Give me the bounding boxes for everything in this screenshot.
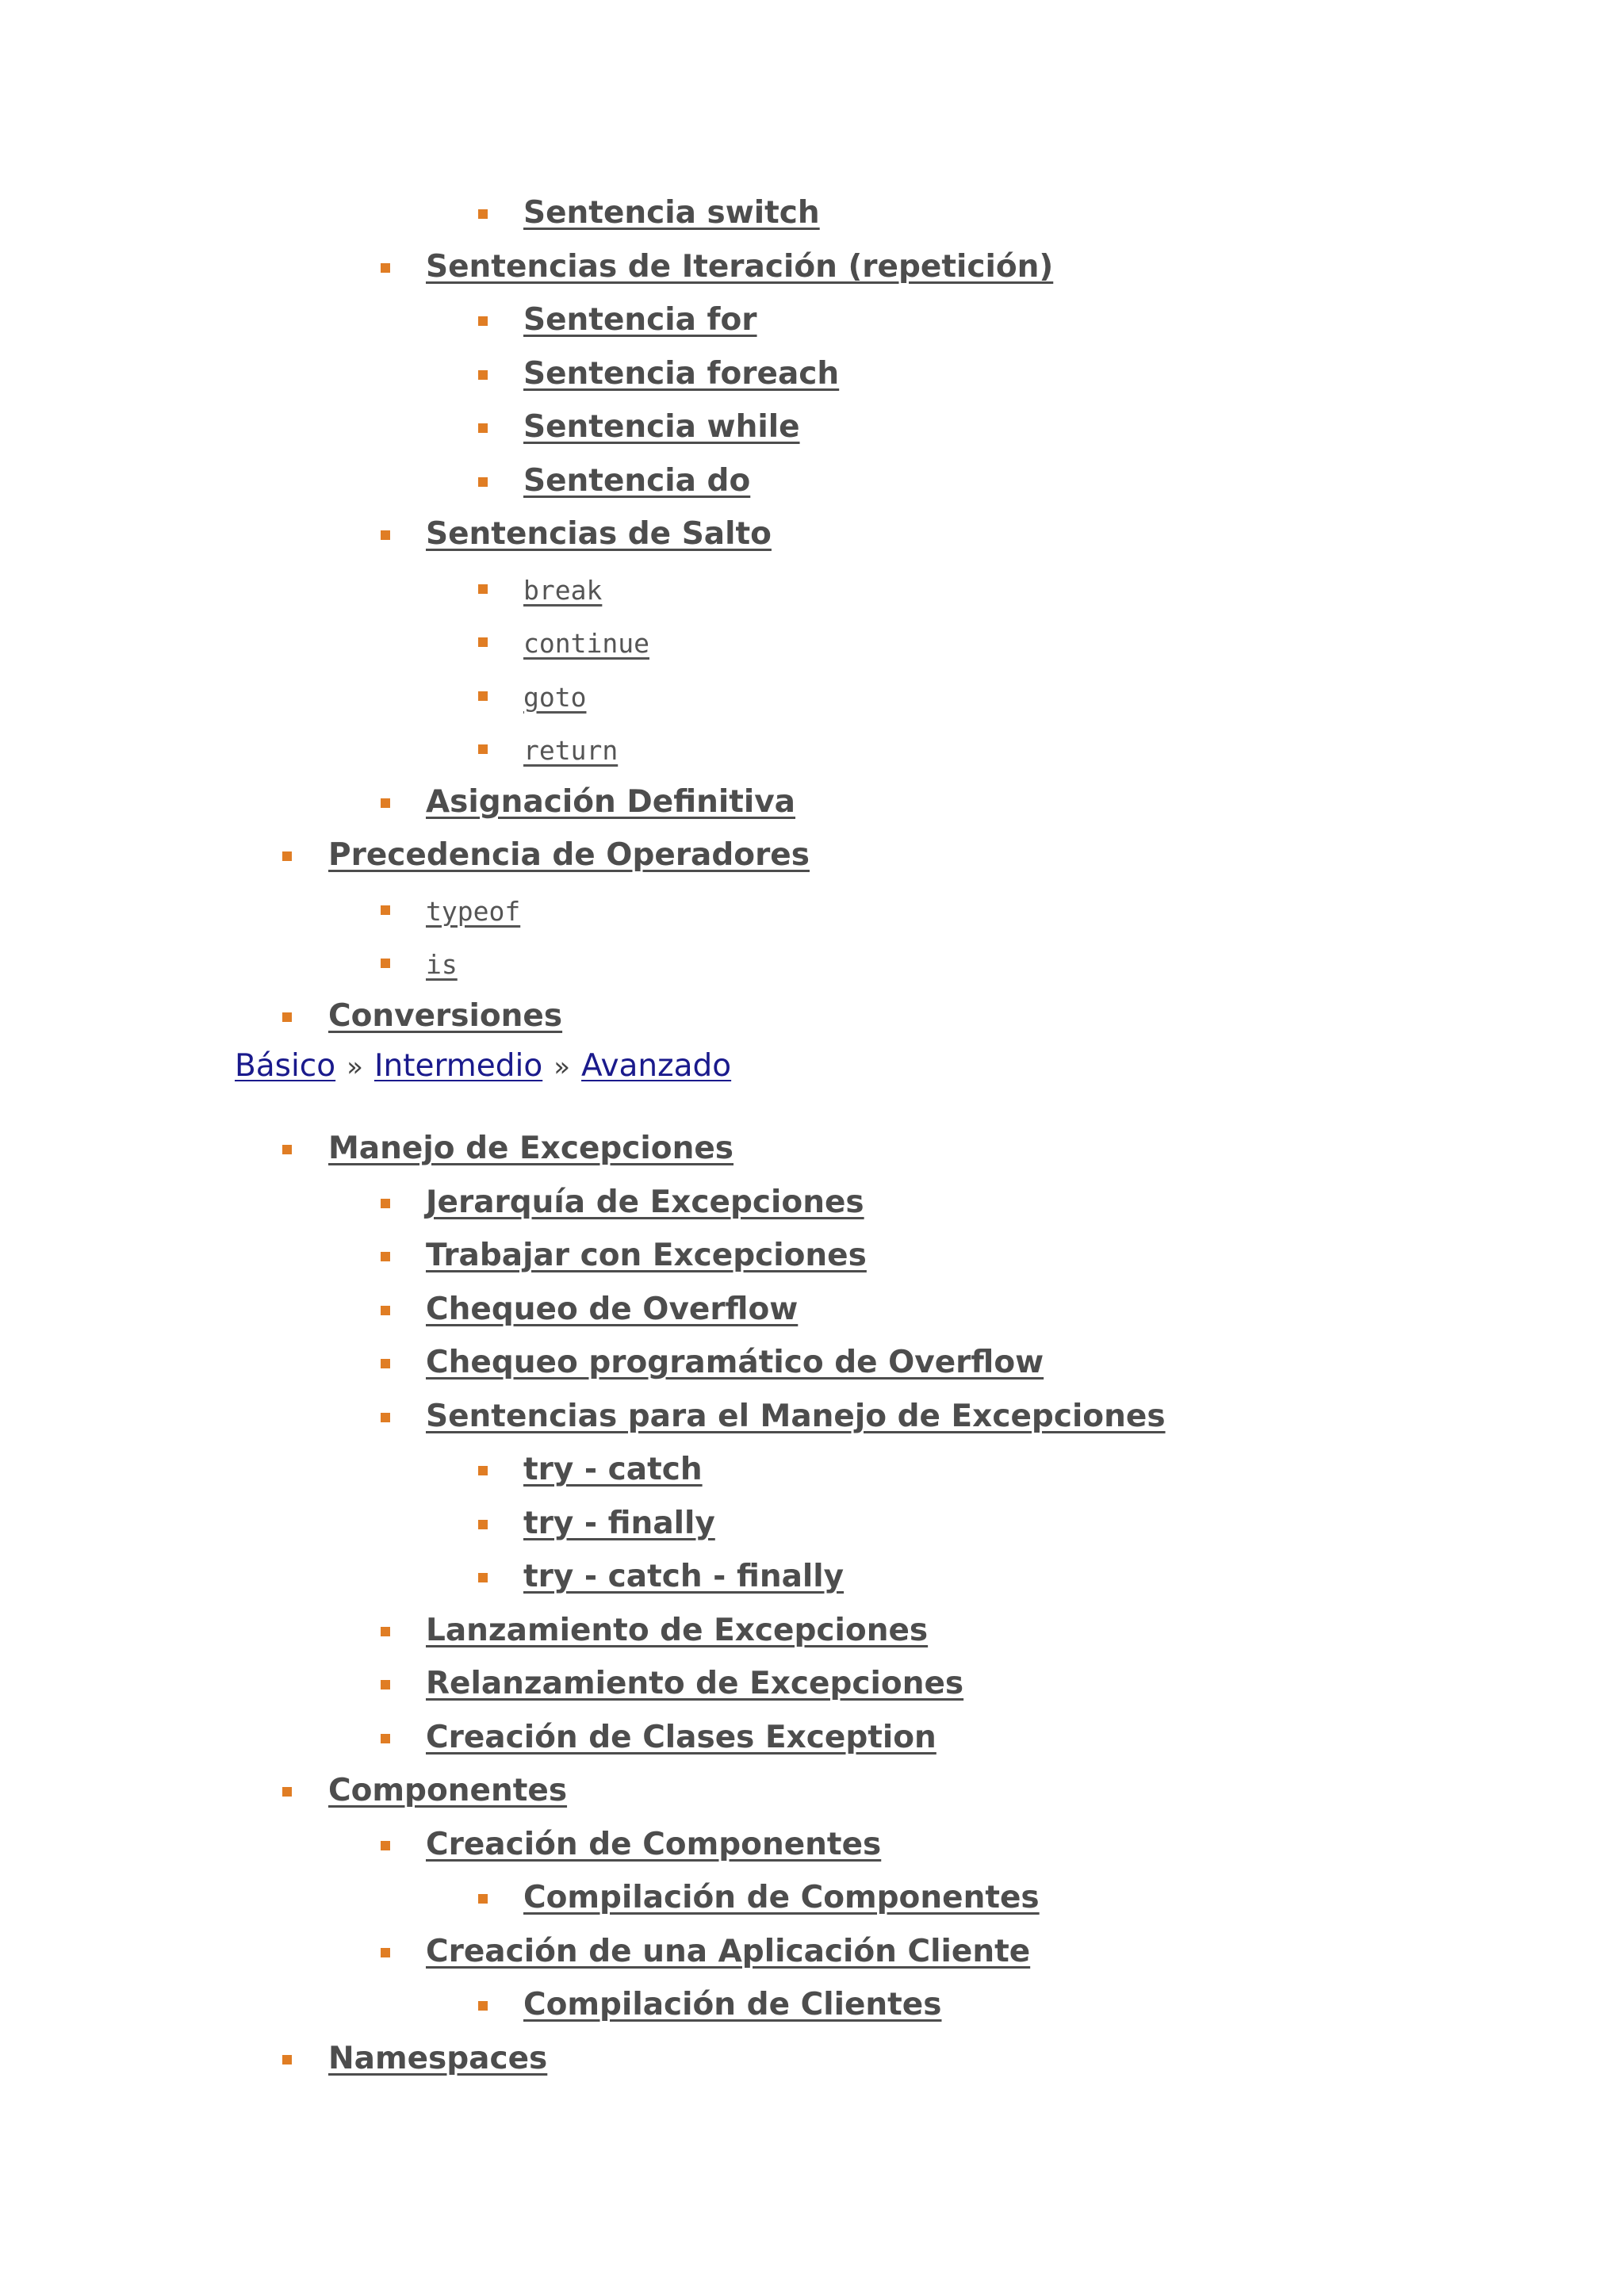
square-bullet-icon [282,851,292,861]
square-bullet-icon [381,959,390,968]
list-item [0,671,1624,725]
toc-link[interactable]: Manejo de Excepciones [328,1131,734,1166]
toc-link[interactable]: Creación de una Aplicación Cliente [426,1933,1031,1969]
square-bullet-icon [282,1787,292,1797]
list-item [0,243,1624,297]
square-bullet-icon [478,2001,488,2011]
toc-link[interactable]: continue [523,628,649,659]
square-bullet-icon [478,1466,488,1475]
toc-link[interactable]: Sentencia do [523,462,751,499]
toc-link[interactable]: Sentencia for [523,302,757,338]
breadcrumb-link-intermedio[interactable]: Intermedio [373,1048,543,1084]
list-item [0,1285,1624,1339]
breadcrumb-link-avanzado[interactable]: Avanzado [581,1048,732,1084]
square-bullet-icon [282,1012,292,1022]
toc-link[interactable]: try - finally [523,1505,715,1541]
breadcrumb-separator: » [347,1051,363,1083]
square-bullet-icon [381,1734,390,1743]
square-bullet-icon [381,905,390,915]
list-item [0,564,1624,618]
list-item [0,1338,1624,1392]
list-item [0,1499,1624,1553]
toc-link[interactable]: return [523,735,619,766]
toc-link[interactable]: try - catch - finally [523,1559,845,1594]
list-item [0,1606,1624,1660]
square-bullet-icon [478,209,488,219]
square-bullet-icon [381,1252,390,1261]
square-bullet-icon [478,370,488,380]
toc-link[interactable]: Conversiones [328,997,563,1034]
list-item [0,189,1624,243]
list-item [0,1713,1624,1767]
list-item [0,992,1624,1046]
square-bullet-icon [478,584,488,594]
square-bullet-icon [282,1145,292,1154]
list-item [0,1445,1624,1499]
square-bullet-icon [381,1627,390,1636]
square-bullet-icon [478,1894,488,1904]
list-item [0,1873,1624,1927]
toc-link[interactable]: is [426,949,458,980]
list-item [0,1927,1624,1981]
square-bullet-icon [381,1680,390,1689]
square-bullet-icon [381,530,390,540]
list-item [0,1980,1624,2034]
toc-link[interactable]: Sentencias de Iteración (repetición) [426,248,1054,285]
list-item [0,457,1624,511]
toc-link[interactable]: Jerarquía de Excepciones [426,1184,864,1220]
square-bullet-icon [381,1199,390,1208]
square-bullet-icon [478,423,488,433]
list-item [0,403,1624,457]
list-item [0,1178,1624,1232]
list-item [0,617,1624,671]
list-item [0,1392,1624,1446]
toc-link[interactable]: Chequeo programático de Overflow [426,1345,1044,1380]
square-bullet-icon [381,1413,390,1422]
toc-link[interactable]: goto [523,681,587,713]
square-bullet-icon [478,691,488,701]
list-item [0,1766,1624,1820]
list-item [0,1659,1624,1713]
list-item [0,1820,1624,1874]
square-bullet-icon [381,1948,390,1957]
toc-link[interactable]: Precedencia de Operadores [328,837,810,873]
toc-link[interactable]: Sentencias de Salto [426,516,772,552]
list-item [0,2034,1624,2088]
list-item [0,724,1624,778]
toc-link[interactable]: Relanzamiento de Excepciones [426,1666,964,1701]
list-item [0,1124,1624,1178]
list-item [0,296,1624,350]
toc-link[interactable]: Lanzamiento de Excepciones [426,1612,929,1648]
list-item [0,350,1624,404]
toc-link[interactable]: try - catch [523,1452,703,1487]
square-bullet-icon [381,1359,390,1368]
toc-link[interactable]: Chequeo de Overflow [426,1291,799,1327]
square-bullet-icon [381,1841,390,1850]
toc-link[interactable]: break [523,574,603,606]
square-bullet-icon [478,1520,488,1529]
toc-link[interactable]: Sentencia foreach [523,355,840,392]
list-item [0,510,1624,564]
breadcrumb-link-basico[interactable]: Básico [235,1048,336,1084]
square-bullet-icon [478,637,488,647]
square-bullet-icon [478,744,488,754]
toc-link[interactable]: Compilación de Clientes [523,1987,942,2022]
square-bullet-icon [282,2055,292,2064]
square-bullet-icon [478,477,488,487]
square-bullet-icon [478,1573,488,1582]
toc-link[interactable]: Trabajar con Excepciones [426,1238,867,1273]
square-bullet-icon [381,1306,390,1315]
toc-link[interactable]: Creación de Clases Exception [426,1719,936,1755]
list-item [0,1231,1624,1285]
square-bullet-icon [381,798,390,808]
list-item [0,831,1624,885]
toc-link[interactable]: Compilación de Componentes [523,1880,1040,1915]
breadcrumb-separator: » [553,1051,571,1083]
list-item [0,778,1624,832]
toc-link[interactable]: Sentencias para el Manejo de Excepciones [426,1398,1166,1434]
list-item [0,1552,1624,1606]
toc-link[interactable]: Namespaces [328,2040,548,2076]
square-bullet-icon [381,263,390,273]
toc-link[interactable]: typeof [426,895,521,927]
breadcrumb [235,1048,731,1084]
list-item [0,885,1624,939]
toc-link[interactable]: Sentencia while [523,409,800,445]
square-bullet-icon [478,316,488,326]
toc-link[interactable]: Sentencia switch [523,195,820,231]
toc-link[interactable]: Componentes [328,1773,568,1808]
toc-link[interactable]: Creación de Componentes [426,1826,882,1862]
toc-link[interactable]: Asignación Definitiva [426,783,796,820]
list-item [0,938,1624,992]
